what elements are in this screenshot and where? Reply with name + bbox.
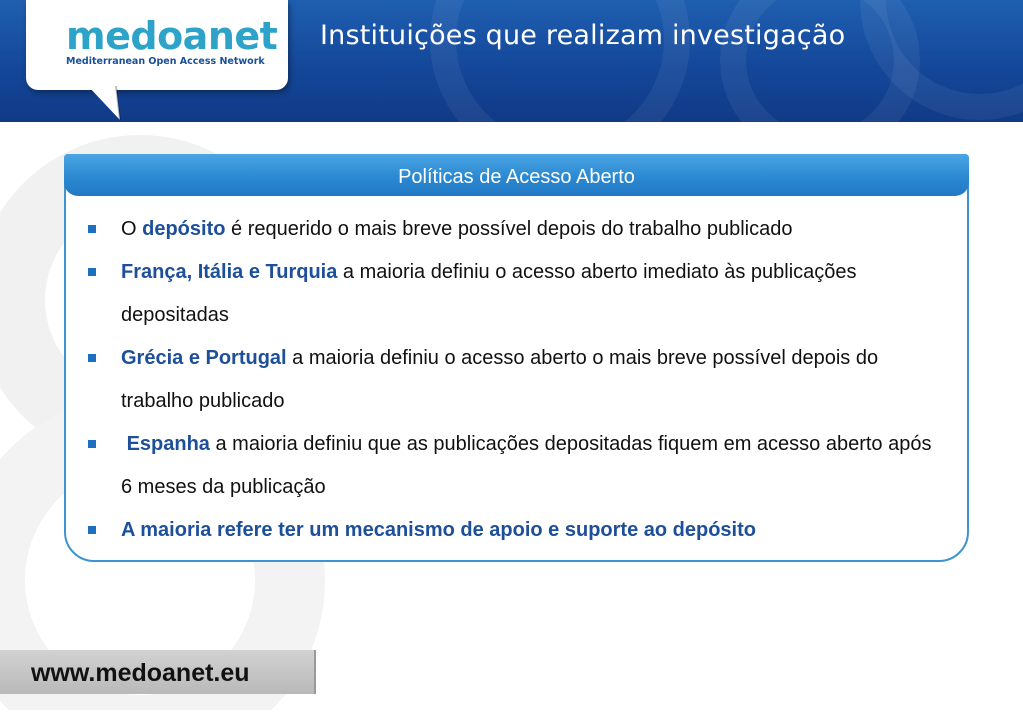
list-item: O depósito é requerido o mais breve possível depois do trabalho publicado — [88, 208, 948, 251]
bullet-list — [88, 208, 948, 552]
list-item: Grécia e Portugal a maioria definiu o acesso aberto o mais breve possível depois do trabalho publicado — [88, 337, 948, 423]
page-title: Instituições que realizam investigação — [320, 20, 846, 51]
highlight-text: Grécia e Portugal — [121, 347, 287, 369]
highlight-text: França, Itália e Turquia — [121, 261, 338, 283]
list-item: França, Itália e Turquia a maioria definiu o acesso aberto imediato às publicações depositadas — [88, 251, 948, 337]
list-item — [88, 509, 948, 552]
bullet-square-icon — [88, 268, 96, 276]
website-url[interactable]: www.medoanet.eu — [0, 650, 316, 694]
logo — [26, 0, 288, 90]
bullet-square-icon — [88, 354, 96, 362]
highlight-text: Espanha — [126, 433, 210, 455]
logo-tagline: Mediterranean Open Access Network — [66, 56, 265, 67]
speech-bubble-tail-icon — [88, 86, 128, 122]
panel-title: Políticas de Acesso Aberto — [64, 154, 969, 196]
highlight-text: A maioria refere ter um mecanismo de apoio e suporte ao depósito — [121, 519, 756, 541]
policies-panel — [64, 154, 969, 562]
bullet-square-icon — [88, 225, 96, 233]
highlight-text: depósito — [142, 218, 226, 240]
logo-wordmark: medoanet — [66, 14, 278, 58]
bullet-square-icon — [88, 526, 96, 534]
list-item: Espanha a maioria definiu que as publicações depositadas fiquem em acesso aberto após 6 meses da publicação — [88, 423, 948, 509]
bullet-square-icon — [88, 440, 96, 448]
